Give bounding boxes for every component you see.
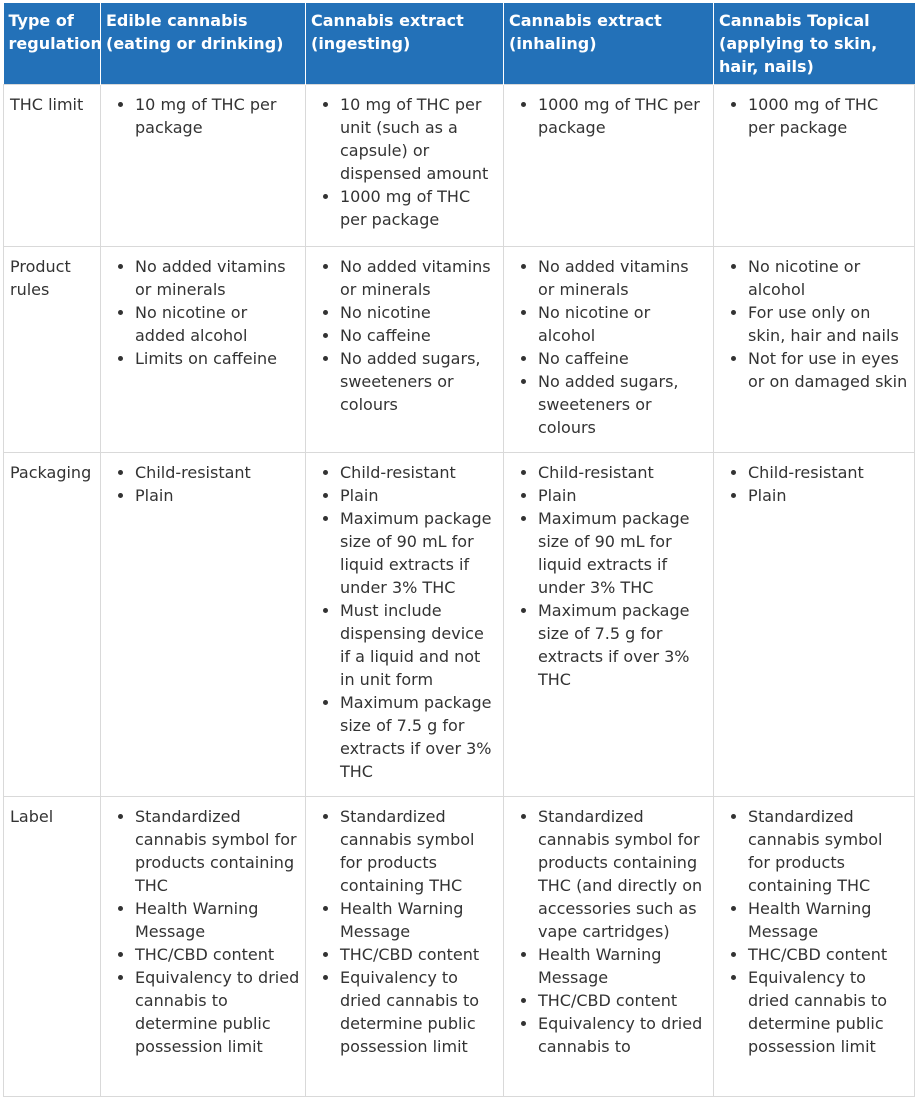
table-cell	[504, 453, 714, 797]
list-item: • Maximum package size of 7.5 g for extracts if over 3% THC	[340, 691, 498, 783]
list-item: • Equivalency to dried cannabis to determine public possession limit	[748, 966, 909, 1058]
table-row	[4, 247, 915, 453]
list-item: • 10 mg of THC per unit (such as a capsule) or dispensed amount	[340, 93, 498, 185]
list-item: • Health Warning Message	[135, 897, 300, 943]
list-item: • Standardized cannabis symbol for products containing THC (and directly on accessories such as vape cartridges)	[538, 805, 708, 943]
header-type-of-regulation: Type of regulation	[4, 3, 101, 85]
list-item: • Child-resistant	[340, 461, 498, 484]
list-item: • Child-resistant	[135, 461, 300, 484]
table-cell	[714, 247, 915, 453]
list-item: • No added vitamins or minerals	[135, 255, 300, 301]
list-item: • Plain	[538, 484, 708, 507]
list-item: • Limits on caffeine	[135, 347, 300, 370]
list-item: • No nicotine or alcohol	[748, 255, 909, 301]
list-item: • Standardized cannabis symbol for products containing THC	[135, 805, 300, 897]
table-cell	[101, 453, 306, 797]
row-label: Packaging	[4, 453, 101, 797]
list-item: • No caffeine	[340, 324, 498, 347]
table-header-row	[4, 3, 915, 85]
table-cell	[306, 247, 504, 453]
list-item: • Maximum package size of 90 mL for liquid extracts if under 3% THC	[538, 507, 708, 599]
list-item: • For use only on skin, hair and nails	[748, 301, 909, 347]
list-item: • 1000 mg of THC per package	[748, 93, 909, 139]
table-cell	[714, 453, 915, 797]
header-extract-inhaling: Cannabis extract (inhaling)	[504, 3, 714, 85]
table-cell	[714, 85, 915, 247]
header-edible-cannabis: Edible cannabis (eating or drinking)	[101, 3, 306, 85]
list-item: • Plain	[748, 484, 909, 507]
list-item: • Plain	[135, 484, 300, 507]
list-item: • Maximum package size of 90 mL for liquid extracts if under 3% THC	[340, 507, 498, 599]
list-item: • Equivalency to dried cannabis to determine public possession limit	[340, 966, 498, 1058]
list-item: • Plain	[340, 484, 498, 507]
regulation-table	[3, 3, 915, 1097]
list-item: • Standardized cannabis symbol for products containing THC	[340, 805, 498, 897]
header-extract-ingesting: Cannabis extract (ingesting)	[306, 3, 504, 85]
table-cell	[306, 85, 504, 247]
list-item: • 10 mg of THC per package	[135, 93, 300, 139]
list-item: • 1000 mg of THC per package	[538, 93, 708, 139]
table-row	[4, 85, 915, 247]
list-item: • Health Warning Message	[748, 897, 909, 943]
header-cannabis-topical: Cannabis Topical (applying to skin, hair, nails)	[714, 3, 915, 85]
list-item: • THC/CBD content	[340, 943, 498, 966]
table-cell	[504, 85, 714, 247]
list-item: • No added sugars, sweeteners or colours	[538, 370, 708, 439]
row-label: Label	[4, 797, 101, 1097]
table-row	[4, 453, 915, 797]
list-item: • Equivalency to dried cannabis to	[538, 1012, 708, 1058]
list-item: • THC/CBD content	[538, 989, 708, 1012]
list-item: • Standardized cannabis symbol for products containing THC	[748, 805, 909, 897]
list-item: • Child-resistant	[748, 461, 909, 484]
list-item: • THC/CBD content	[748, 943, 909, 966]
row-label: Product rules	[4, 247, 101, 453]
list-item: • 1000 mg of THC per package	[340, 185, 498, 231]
list-item: • THC/CBD content	[135, 943, 300, 966]
list-item: • Equivalency to dried cannabis to determine public possession limit	[135, 966, 300, 1058]
list-item: • No nicotine	[340, 301, 498, 324]
list-item: • No nicotine or added alcohol	[135, 301, 300, 347]
list-item: • Child-resistant	[538, 461, 708, 484]
list-item: • Health Warning Message	[340, 897, 498, 943]
table-cell	[306, 453, 504, 797]
list-item: • No added vitamins or minerals	[340, 255, 498, 301]
list-item: • No caffeine	[538, 347, 708, 370]
list-item: • Not for use in eyes or on damaged skin	[748, 347, 909, 393]
list-item: • No nicotine or alcohol	[538, 301, 708, 347]
list-item: • Health Warning Message	[538, 943, 708, 989]
list-item: • No added sugars, sweeteners or colours	[340, 347, 498, 416]
table-cell	[101, 85, 306, 247]
list-item: • Maximum package size of 7.5 g for extracts if over 3% THC	[538, 599, 708, 691]
table-cell	[504, 247, 714, 453]
table-cell	[101, 247, 306, 453]
list-item: • No added vitamins or minerals	[538, 255, 708, 301]
list-item: • Must include dispensing device if a liquid and not in unit form	[340, 599, 498, 691]
row-label: THC limit	[4, 85, 101, 247]
